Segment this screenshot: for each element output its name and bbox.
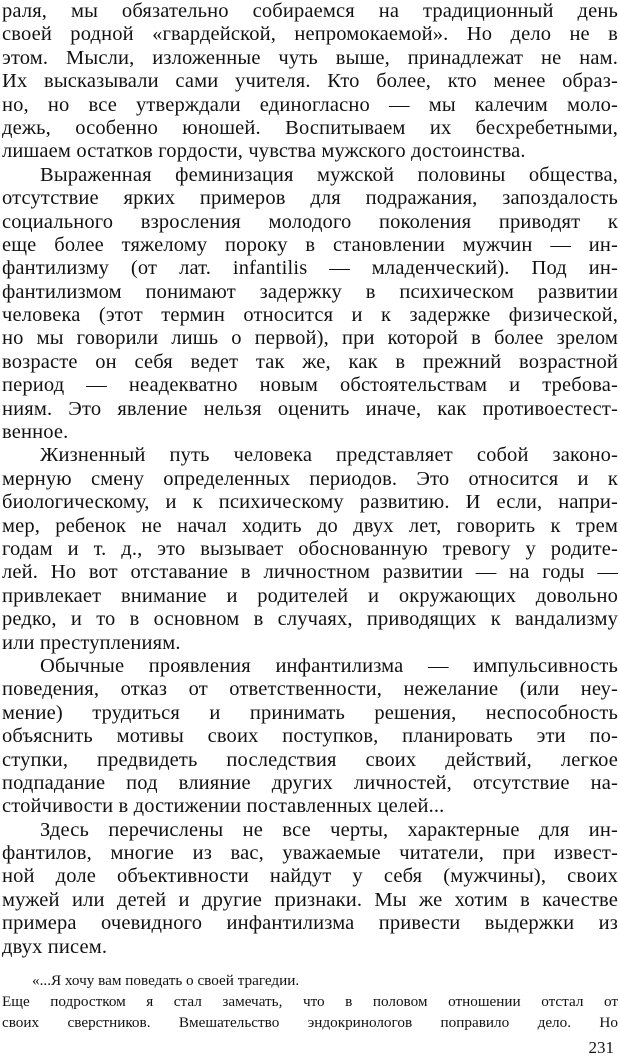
text-line: Здесь перечислены не все черты, характерные для ин- (40, 818, 618, 841)
text-line: отсутствие ярких примеров для подражания, запоздалость (2, 187, 618, 210)
text-line: ной доле объективности найдут у себя (мужчины), своих (2, 865, 618, 888)
text-line: лишаем остатков гордости, чувства мужского достоинства. (2, 140, 526, 163)
text-line: Обычные проявления инфантилизма — импульсивность (40, 654, 618, 677)
text-line: лей. Но вот отставание в личностном развитии — на годы — (2, 561, 618, 584)
text-line: биологическому, и к психическому развитию. И если, напри- (2, 491, 618, 514)
text-line: ступки, предвидеть последствия своих действий, легкое (2, 748, 618, 771)
text-line: стойчивости в достижении поставленных целей... (2, 795, 445, 818)
text-line: мер, ребенок не начал ходить до двух лет, говорить к трем (2, 514, 618, 537)
text-line: этом. Мысли, изложенные чуть выше, принадлежат не нам. (2, 46, 618, 69)
text-line: примера очевидного инфантилизма привести выдержки из (2, 912, 618, 935)
text-line: мужей или детей и другие признаки. Мы же хотим в качестве (2, 888, 618, 911)
text-line: мерную смену определенных периодов. Это относится и к (2, 467, 618, 490)
text-line: социального взросления молодого поколения приводят к (2, 210, 618, 233)
text-line: подпадание под влияние других личностей, отсутствие на- (2, 771, 618, 794)
text-line: двух писем. (2, 935, 108, 958)
text-line: Жизненный путь человека представляет собой законо- (40, 444, 618, 467)
text-line: дежь, особенно юношей. Воспитываем их бесхребетными, (2, 116, 618, 139)
text-line: ниям. Это явление нельзя оценить иначе, как противоестест- (2, 397, 618, 420)
text-line: объяснить мотивы своих поступков, планировать эти по- (2, 725, 618, 748)
text-line: привлекает внимание и родителей и окружающих довольно (2, 584, 618, 607)
text-line: своей родной «гвардейской, непромокаемой». Но дело не в (2, 23, 618, 46)
text-line: Их высказывали сами учителя. Кто более, кто менее образ- (2, 70, 618, 93)
text-line: или преступлениям. (2, 631, 181, 654)
text-line: редко, и то в основном в случаях, приводящих к вандализму (2, 608, 618, 631)
text-line: фантилизму (от лат. infantilis — младенческий). Под ин- (2, 257, 618, 280)
text-line: фантилов, многие из вас, уважаемые читатели, при извест- (2, 842, 618, 865)
letter-line: своих сверстников. Вмешательство эндокринологов поправило дело. Но (2, 1014, 618, 1031)
text-line: но, но все утверждали единогласно — мы калечим моло- (2, 93, 618, 116)
text-line: годам и т. д., это вызывает обоснованную тревогу у родите- (2, 537, 618, 560)
text-line: возрасте он себя ведет так же, как в прежний возрастной (2, 350, 618, 373)
text-line: поведения, отказ от ответственности, нежелание (или неу- (2, 678, 618, 701)
text-line: период — неадекватно новым обстоятельствам и требова- (2, 374, 618, 397)
text-line: Выраженная феминизация мужской половины общества, (40, 163, 618, 186)
text-line: раля, мы обязательно собираемся на традиционный день (2, 0, 618, 22)
letter-line: «...Я хочу вам поведать о своей трагедии. (32, 972, 300, 989)
text-line: но мы говорили лишь о первой), при которой в более зрелом (2, 327, 618, 350)
text-line: еще более тяжелому пороку в становлении мужчин — ин- (2, 233, 618, 256)
text-line: человека (этот термин относится и к задержке физической, (2, 304, 618, 327)
text-line: фантилизмом понимают задержку в психическом развитии (2, 280, 618, 303)
text-line: венное. (2, 421, 69, 444)
main-text (2, 0, 618, 959)
letter-line: Еще подростком я стал замечать, что в половом отношении отстал от (2, 993, 618, 1010)
letter-excerpt (2, 970, 618, 1033)
text-line: мение) трудиться и принимать решения, неспособность (2, 701, 618, 724)
page-number: 231 (588, 1038, 614, 1057)
